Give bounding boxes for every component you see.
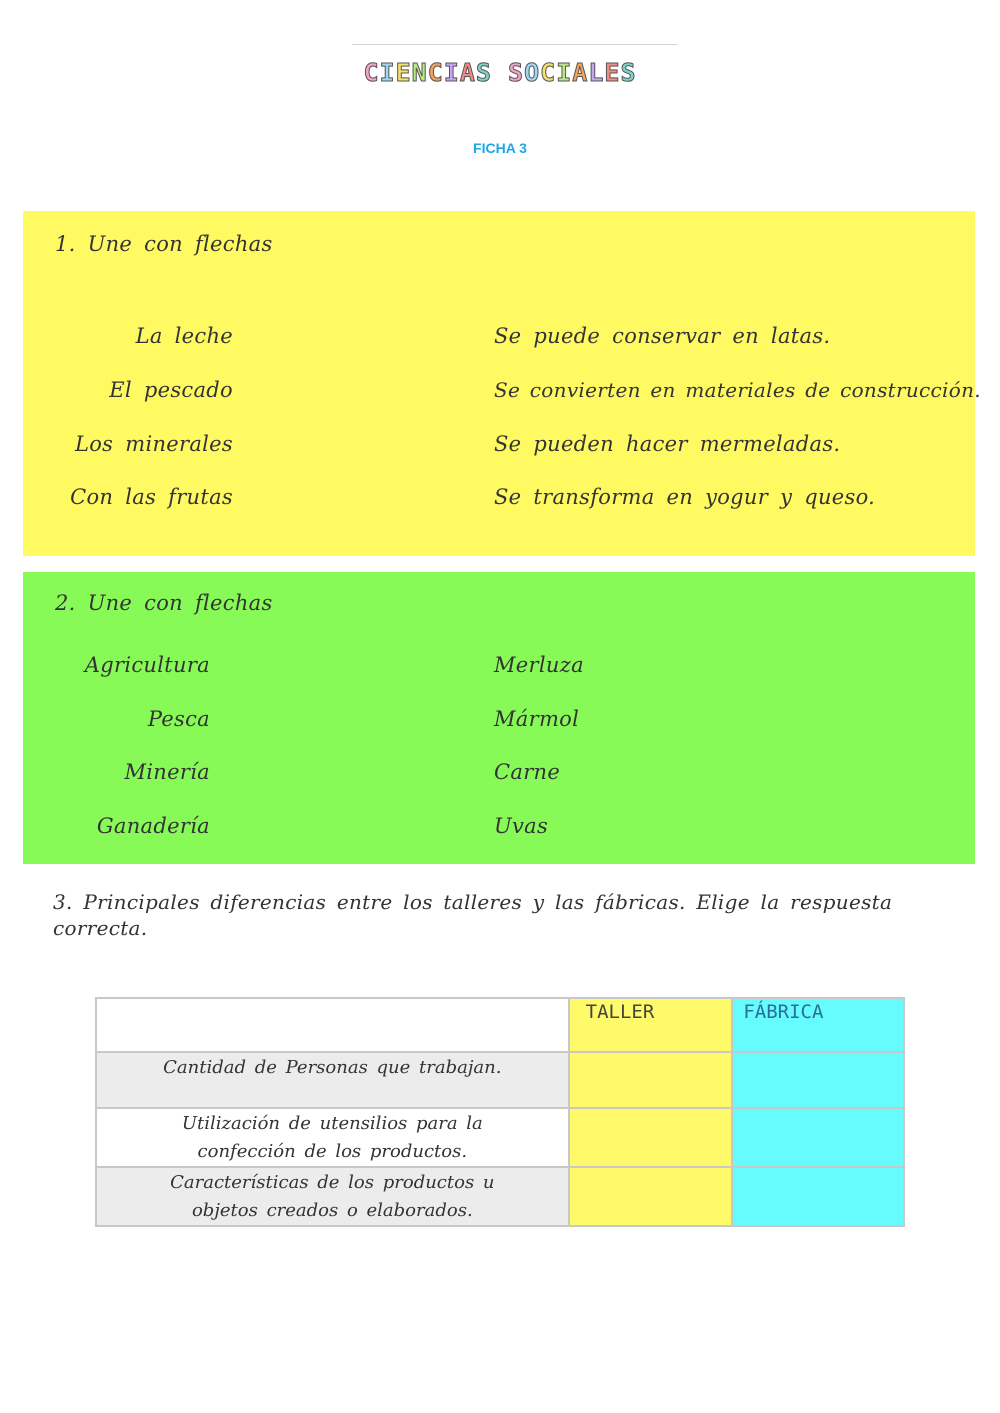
title-letter: S [620, 58, 637, 87]
ex2-right-item[interactable]: Carne [494, 760, 561, 784]
title-letter: O [524, 58, 541, 87]
row-label-text: confección de los productos. [197, 1141, 468, 1162]
answer-cell-fabrica[interactable] [732, 1108, 904, 1167]
ex1-left-item[interactable]: La leche [135, 324, 233, 348]
page-subtitle: FICHA 3 [473, 140, 527, 156]
table-row [96, 1108, 904, 1167]
title-letter: A [572, 58, 589, 87]
title-letter: S [475, 58, 492, 87]
title-letter: L [588, 58, 605, 87]
differences-table [95, 997, 905, 1227]
ex2-right-item[interactable]: Mármol [494, 707, 580, 731]
title-letter: I [443, 58, 460, 87]
title-letter: C [427, 58, 444, 87]
title-letter: A [459, 58, 476, 87]
title-letter [492, 58, 508, 87]
table-header-row [96, 998, 904, 1052]
exercise-1-heading: 1. Une con flechas [55, 232, 273, 256]
header-divider [352, 44, 678, 45]
ex1-right-item[interactable]: Se convierten en materiales de construcción. [494, 378, 981, 402]
ex1-right-item[interactable]: Se transforma en yogur y queso. [494, 485, 876, 509]
ex2-left-item[interactable]: Agricultura [84, 653, 210, 677]
row-label [96, 1167, 569, 1226]
exercise-3-heading-line-2: correcta. [53, 916, 148, 940]
column-header-fabrica-label: FÁBRICA [743, 1001, 824, 1023]
title-letter: S [508, 58, 525, 87]
title-letter: C [540, 58, 557, 87]
column-header-taller [569, 998, 733, 1052]
page-title [0, 58, 1000, 87]
table-row [96, 1052, 904, 1108]
title-letter: N [411, 58, 428, 87]
row-label-text: objetos creados o elaborados. [191, 1200, 473, 1221]
row-label-text: Cantidad de Personas que trabajan. [163, 1057, 502, 1078]
row-label-text: Utilización de utensilios para la [181, 1113, 483, 1134]
page-title-text [363, 58, 636, 87]
title-letter: E [395, 58, 412, 87]
ex2-left-item[interactable]: Minería [124, 760, 210, 784]
exercise-2-heading: 2. Une con flechas [55, 591, 273, 615]
table-row [96, 1167, 904, 1226]
answer-cell-taller[interactable] [569, 1052, 733, 1108]
ex1-left-item[interactable]: Con las frutas [70, 485, 233, 509]
exercise-3-heading-line-1: 3. Principales diferencias entre los talleres y las fábricas. Elige la respuesta [53, 890, 893, 914]
column-header-fabrica [732, 998, 904, 1052]
column-header-taller-label: TALLER [585, 1001, 655, 1023]
answer-cell-taller[interactable] [569, 1108, 733, 1167]
title-letter: E [604, 58, 621, 87]
row-label [96, 1108, 569, 1167]
title-letter: C [363, 58, 380, 87]
ex1-left-item[interactable]: El pescado [109, 378, 233, 402]
title-letter: I [556, 58, 573, 87]
ex2-right-item[interactable]: Uvas [494, 814, 549, 838]
answer-cell-fabrica[interactable] [732, 1167, 904, 1226]
ex1-right-item[interactable]: Se pueden hacer mermeladas. [494, 432, 841, 456]
ex2-left-item[interactable]: Pesca [147, 707, 210, 731]
title-letter: I [379, 58, 396, 87]
ex1-left-item[interactable]: Los minerales [74, 432, 233, 456]
ex2-left-item[interactable]: Ganadería [96, 814, 210, 838]
row-label [96, 1052, 569, 1108]
answer-cell-taller[interactable] [569, 1167, 733, 1226]
table-header-empty [96, 998, 569, 1052]
ex2-right-item[interactable]: Merluza [494, 653, 584, 677]
answer-cell-fabrica[interactable] [732, 1052, 904, 1108]
row-label-text: Características de los productos u [170, 1172, 495, 1193]
ex1-right-item[interactable]: Se puede conservar en latas. [494, 324, 831, 348]
